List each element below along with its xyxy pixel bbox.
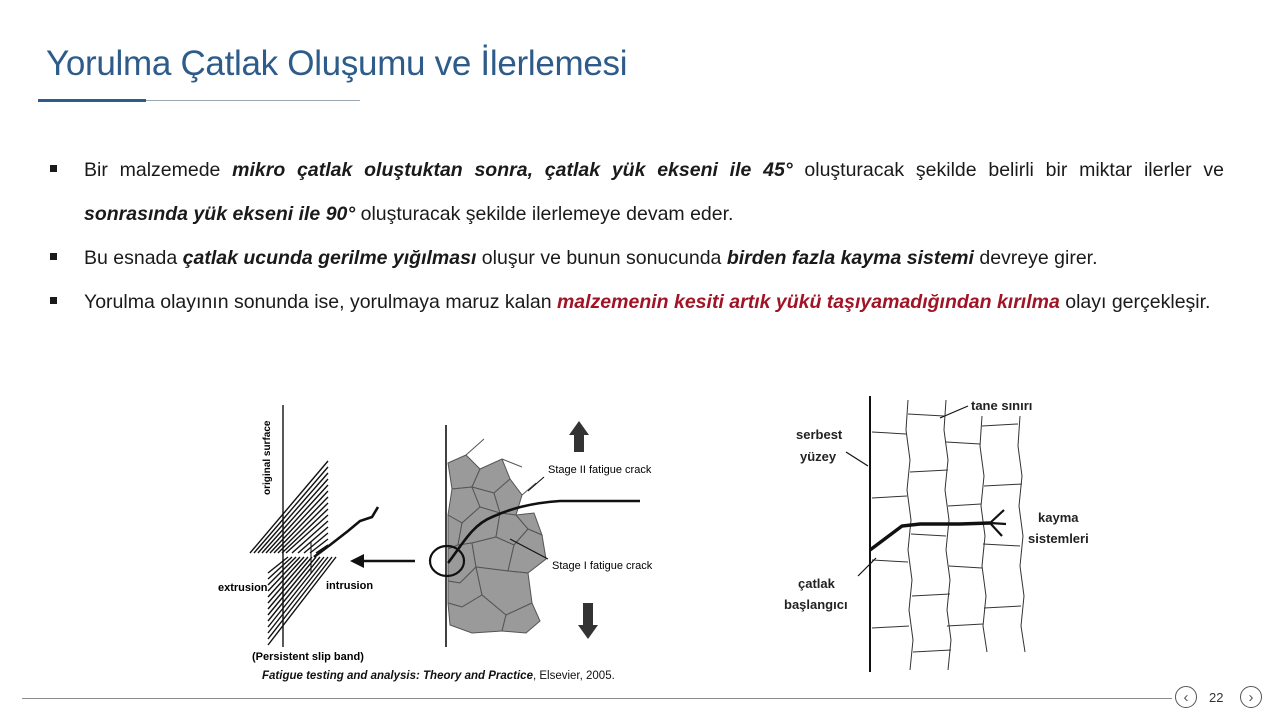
footer-divider xyxy=(22,698,1172,699)
slide-title: Yorulma Çatlak Oluşumu ve İlerlemesi xyxy=(46,44,628,83)
grain-structure xyxy=(446,425,546,647)
crack-path-right xyxy=(870,523,990,550)
bullet-item: Bir malzemede mikro çatlak oluştuktan sonra, çatlak yük ekseni ile 45° oluşturacak şekilde belirli bir miktar ilerler ve sonrasında yük ekseni ile 90° oluşturacak şekilde ilerlemeye devam eder. xyxy=(40,148,1224,236)
sistemleri-label: sistemleri xyxy=(1028,531,1089,546)
kayma-label: kayma xyxy=(1038,510,1079,525)
intrusion-crack xyxy=(314,507,378,557)
original-surface-label: original surface xyxy=(262,420,273,495)
bullet-item: Yorulma olayının sonunda ise, yorulmaya maruz kalan malzemenin kesiti artık yükü taşıyamadığından kırılma olayı gerçekleşir. xyxy=(40,280,1224,324)
lower-slip-lamellae xyxy=(268,557,336,645)
intrusion-label: intrusion xyxy=(326,580,374,592)
tane-siniri-label: tane sınırı xyxy=(971,398,1033,413)
stage-1-label: Stage I fatigue crack xyxy=(552,560,653,572)
arrow-left xyxy=(350,554,415,568)
bullet-item: Bu esnada çatlak ucunda gerilme yığılması oluşur ve bunun sonucunda birden fazla kayma sistemi devreye girer. xyxy=(40,236,1224,280)
fatigue-crack-stages-figure xyxy=(210,395,680,670)
next-slide-button[interactable] xyxy=(1240,686,1262,708)
page-number: 22 xyxy=(1209,690,1224,705)
title-underline-accent xyxy=(38,99,146,102)
figure-caption: Fatigue testing and analysis: Theory and Practice, Elsevier, 2005. xyxy=(262,670,615,682)
load-arrow-down xyxy=(578,603,598,639)
yuzey-label: yüzey xyxy=(800,449,837,464)
extrusion-label: extrusion xyxy=(218,582,268,594)
chevron-left-icon: ‹ xyxy=(1183,688,1189,706)
serbest-label: serbest xyxy=(796,427,843,442)
baslangici-label: başlangıcı xyxy=(784,597,848,612)
catlak-label: çatlak xyxy=(798,576,835,591)
bullet-list xyxy=(40,148,1224,324)
grain-boundary-crack-figure xyxy=(780,390,1100,680)
chevron-right-icon: › xyxy=(1248,688,1254,706)
load-arrow-up xyxy=(569,421,589,452)
persistent-slip-band-label: (Persistent slip band) xyxy=(252,651,364,663)
stage-2-label: Stage II fatigue crack xyxy=(548,464,652,476)
slip-system-marks xyxy=(990,510,1006,536)
previous-slide-button[interactable] xyxy=(1175,686,1197,708)
